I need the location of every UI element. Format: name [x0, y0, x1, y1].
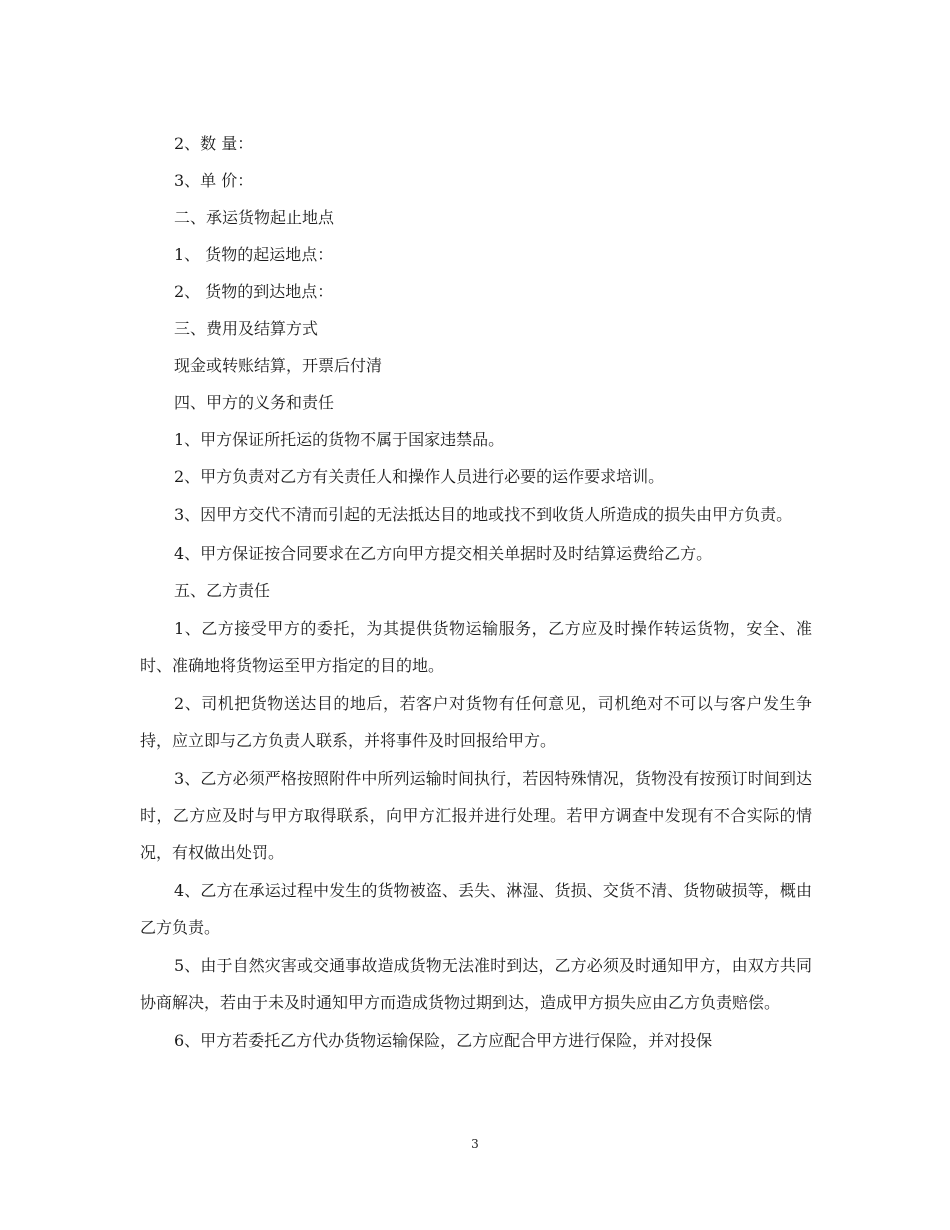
clause-4-2: 2、甲方负责对乙方有关责任人和操作人员进行必要的运作要求培训。 [174, 467, 665, 486]
section-heading-5: 五、乙方责任 [174, 581, 271, 600]
section-heading-3: 三、费用及结算方式 [174, 319, 319, 338]
clause-4-4: 4、甲方保证按合同要求在乙方向甲方提交相关单据时及时结算运费给乙方。 [174, 544, 713, 563]
item-origin: 1、 货物的起运地点： [174, 245, 334, 264]
section-heading-4: 四、甲方的义务和责任 [174, 393, 335, 412]
clause-5-4: 4、乙方在承运过程中发生的货物被盗、丢失、淋湿、货损、交货不清、货物破损等，概由乙方负责。 [140, 881, 812, 937]
item-unit-price: 3、单 价： [174, 171, 254, 190]
item-destination: 2、 货物的到达地点： [174, 282, 334, 301]
item-quantity: 2、数 量： [174, 134, 254, 153]
clause-4-1: 1、甲方保证所托运的货物不属于国家违禁品。 [174, 430, 505, 449]
document-body [140, 130, 812, 1064]
page-number: 3 [471, 1137, 479, 1151]
clause-5-2: 2、司机把货物送达目的地后，若客户对货物有任何意见，司机绝对不可以与客户发生争持，应立即与乙方负责人联系，并将事件及时回报给甲方。 [140, 694, 812, 750]
clause-5-3: 3、乙方必须严格按照附件中所列运输时间执行，若因特殊情况，货物没有按预订时间到达时，乙方应及时与甲方取得联系，向甲方汇报并进行处理。若甲方调查中发现有不合实际的情况，有权做出处罚。 [140, 769, 812, 862]
clause-5-1: 1、乙方接受甲方的委托，为其提供货物运输服务，乙方应及时操作转运货物，安全、准时、准确地将货物运至甲方指定的目的地。 [140, 619, 812, 675]
clause-5-6: 6、甲方若委托乙方代办货物运输保险，乙方应配合甲方进行保险，并对投保 [174, 1031, 713, 1050]
clause-4-3: 3、因甲方交代不清而引起的无法抵达目的地或找不到收货人所造成的损失由甲方负责。 [174, 505, 793, 524]
section-heading-2: 二、承运货物起止地点 [174, 208, 335, 227]
settlement-method: 现金或转账结算，开票后付清 [174, 356, 383, 375]
clause-5-5: 5、由于自然灾害或交通事故造成货物无法准时到达，乙方必须及时通知甲方，由双方共同协商解决，若由于未及时通知甲方而造成货物过期到达，造成甲方损失应由乙方负责赔偿。 [140, 956, 812, 1012]
